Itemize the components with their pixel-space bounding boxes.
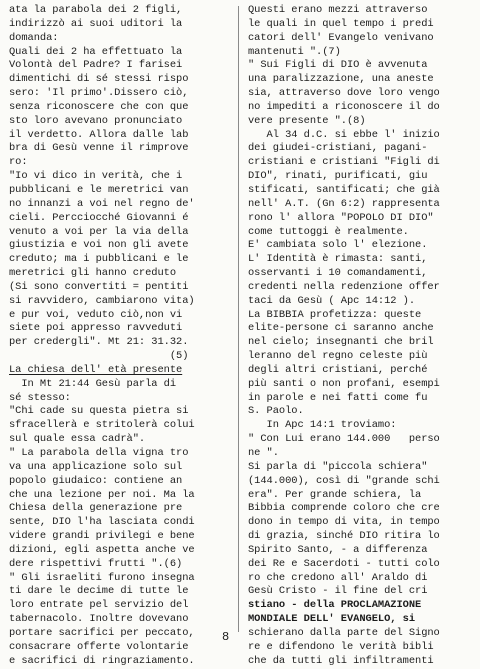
text-line: sero: 'Il primo'.Dissero ciò, (9, 87, 189, 100)
text-line: stificati, santificati; che già (248, 183, 440, 196)
text-line: credenti nella redenzione offer (248, 280, 440, 293)
text-line: " Gli israeliti furono insegna (9, 571, 195, 584)
page-number: 8 (222, 630, 230, 644)
text-line: Gesù Cristo - il fine del cri (248, 585, 428, 598)
text-line: DIO", rinati, purificati, giu (248, 170, 428, 183)
text-line: "Io vi dico in verità, che i (9, 170, 183, 183)
text-line: dei Re e Sacerdoti - tutti colo (248, 557, 440, 570)
text-line: dono in tempo di vita, in tempo (248, 516, 440, 529)
text-line: catori dell' Evangelo venivano (248, 31, 434, 44)
text-line: leranno del regno celeste più (248, 350, 428, 363)
text-line: no impediti a riconoscere il do (248, 100, 440, 113)
text-line: sé stesso: (9, 391, 71, 404)
text-line: ro che credono all' Araldo di (248, 571, 428, 584)
text-line: (Si sono convertiti = pentiti (9, 280, 189, 293)
text-line: popolo giudaico: contiene an (9, 474, 183, 487)
text-line: nell' A.T. (Gn 6:2) rappresenta (248, 197, 440, 210)
text-line: sfracellerà e stritolerà colui (9, 419, 195, 432)
text-line: che da tutti gli infiltramenti (248, 654, 434, 667)
text-line: il verdetto. Allora dalle lab (9, 128, 189, 141)
text-line: sto loro avevano pronunciato (9, 114, 183, 127)
text-line: dimentichi di sé stessi rispo (9, 73, 189, 86)
text-line: meretrici gli hanno creduto (9, 267, 177, 280)
text-line: sente, DIO l'ha lasciata condi (9, 516, 195, 529)
text-line: ti dare le decime di tutte le (9, 585, 189, 598)
text-line: dere rispettivi frutti ".(6) (9, 557, 183, 570)
text-line: In Apc 14:1 troviamo: (248, 419, 397, 432)
text-line: Bibbia comprende coloro che cre (248, 502, 440, 515)
text-line: si ravvidero, cambiarono vita) (9, 294, 195, 307)
text-line: domanda: (9, 31, 59, 44)
text-line: videre grandi privilegi e bene (9, 530, 195, 543)
text-line: sia, attraverso dove loro vengo (248, 87, 440, 100)
footnote-ref: (5) (9, 350, 189, 363)
text-line: come tuttoggi è realmente. (248, 225, 409, 238)
text-line: Quali dei 2 ha effettuato la (9, 45, 183, 58)
text-line: Spirito Santo, - a differenza (248, 543, 428, 556)
text-line: che una lezione per noi. Ma la (9, 488, 195, 501)
text-line: MONDIALE DELL' EVANGELO, si (248, 613, 416, 626)
text-line: senza riconoscere che con que (9, 100, 189, 113)
section-heading: La chiesa dell' età presente (9, 363, 183, 376)
text-line: siete poi appresso ravveduti (9, 322, 183, 335)
left-column (9, 4, 231, 669)
text-line: va una applicazione solo sul (9, 460, 183, 473)
text-line: e pur voi, veduto ciò,non vi (9, 308, 183, 321)
text-line: ne ". (248, 447, 279, 459)
text-line: creduto; ma i pubblicani e le (9, 253, 189, 266)
text-line: pubblicani e le meretrici van (9, 183, 189, 196)
text-line: Volontà del Padre? I farisei (9, 59, 183, 72)
text-line: stiano - della PROCLAMAZIONE (248, 599, 422, 612)
text-line: " Sui Figli di DIO è avvenuta (248, 59, 428, 72)
text-line: ro: (9, 156, 28, 169)
text-line: più santi o non profani, esempi (248, 377, 440, 390)
text-line: Questi erano mezzi attraverso (248, 4, 428, 16)
text-line: le quali in quel tempo i predi (248, 17, 434, 30)
right-column (248, 4, 473, 669)
text-line: in parole e nei fatti come fu (248, 391, 428, 404)
text-line: taci da Gesù ( Apc 14:12 ). (248, 294, 416, 307)
text-line: e sacrifici di ringraziamento. (9, 654, 195, 667)
text-line: consacrare offerte volontarie (9, 640, 189, 653)
text-line: ata la parabola dei 2 figli, (9, 4, 183, 16)
text-line: dizioni, egli aspetta anche ve (9, 543, 195, 556)
text-line: " La parabola della vigna tro (9, 447, 189, 459)
text-line: sul quale essa cadrà". (9, 433, 146, 446)
text-line: per credergli". Mt 21: 31.32. (9, 336, 189, 349)
text-line: di grazia, sinché DIO ritira lo (248, 530, 440, 543)
text-line: era". Per grande schiera, la (248, 488, 422, 501)
text-line: cristiani e cristiani "Figli di (248, 156, 440, 169)
text-line: L' Identità è rimasta: santi, (248, 253, 428, 266)
text-line: schierano dalla parte del Signo (248, 626, 440, 639)
text-line: Al 34 d.C. si ebbe l' inizio (248, 128, 440, 141)
text-line: osservanti i 10 comandamenti, (248, 267, 428, 280)
column-divider (238, 6, 239, 632)
text-line: no innanzi a voi nel regno de' (9, 197, 195, 210)
text-line: dei giudei-cristiani, pagani- (248, 142, 428, 155)
text-line: Si parla di "piccola schiera" (248, 460, 428, 473)
text-line: In Mt 21:44 Gesù parla di (9, 377, 177, 390)
text-line: re e difendono le verità bibli (248, 640, 434, 653)
text-line: giustizia e voi non gli avete (9, 239, 189, 252)
text-line: La BIBBIA profetizza: queste (248, 308, 422, 321)
text-line: indirizzò ai suoi uditori la (9, 17, 183, 30)
text-line: vere presente ".(8) (248, 114, 366, 127)
text-line: cieli. Percciocché Giovanni é (9, 211, 189, 224)
text-line: E' cambiata solo l' elezione. (248, 239, 428, 252)
text-line: mantenuti ".(7) (248, 45, 341, 58)
text-line: degli altri cristiani, perché (248, 363, 428, 376)
text-line: loro entrate pel servizio del (9, 599, 189, 612)
text-line: S. Paolo. (248, 405, 304, 418)
text-line: " Con Lui erano 144.000 perso (248, 433, 440, 446)
text-line: tabernacolo. Inoltre dovevano (9, 613, 189, 626)
text-line: bra di Gesù venne il rimprove (9, 142, 189, 155)
text-line: Chiesa della generazione pre (9, 502, 183, 515)
text-line: elite-persone ci saranno anche (248, 322, 434, 335)
text-line: nel cielo; insegnanti che bril (248, 336, 434, 349)
text-line: rono l' allora "POPOLO DI DIO" (248, 211, 434, 224)
text-line: venuto a voi per la via della (9, 225, 189, 238)
text-line: una paralizzazione, una aneste (248, 73, 434, 86)
text-line: "Chi cade su questa pietra si (9, 405, 189, 418)
text-line: (144.000), così di "grande schi (248, 474, 440, 487)
text-line: portare sacrifici per peccato, (9, 626, 195, 639)
